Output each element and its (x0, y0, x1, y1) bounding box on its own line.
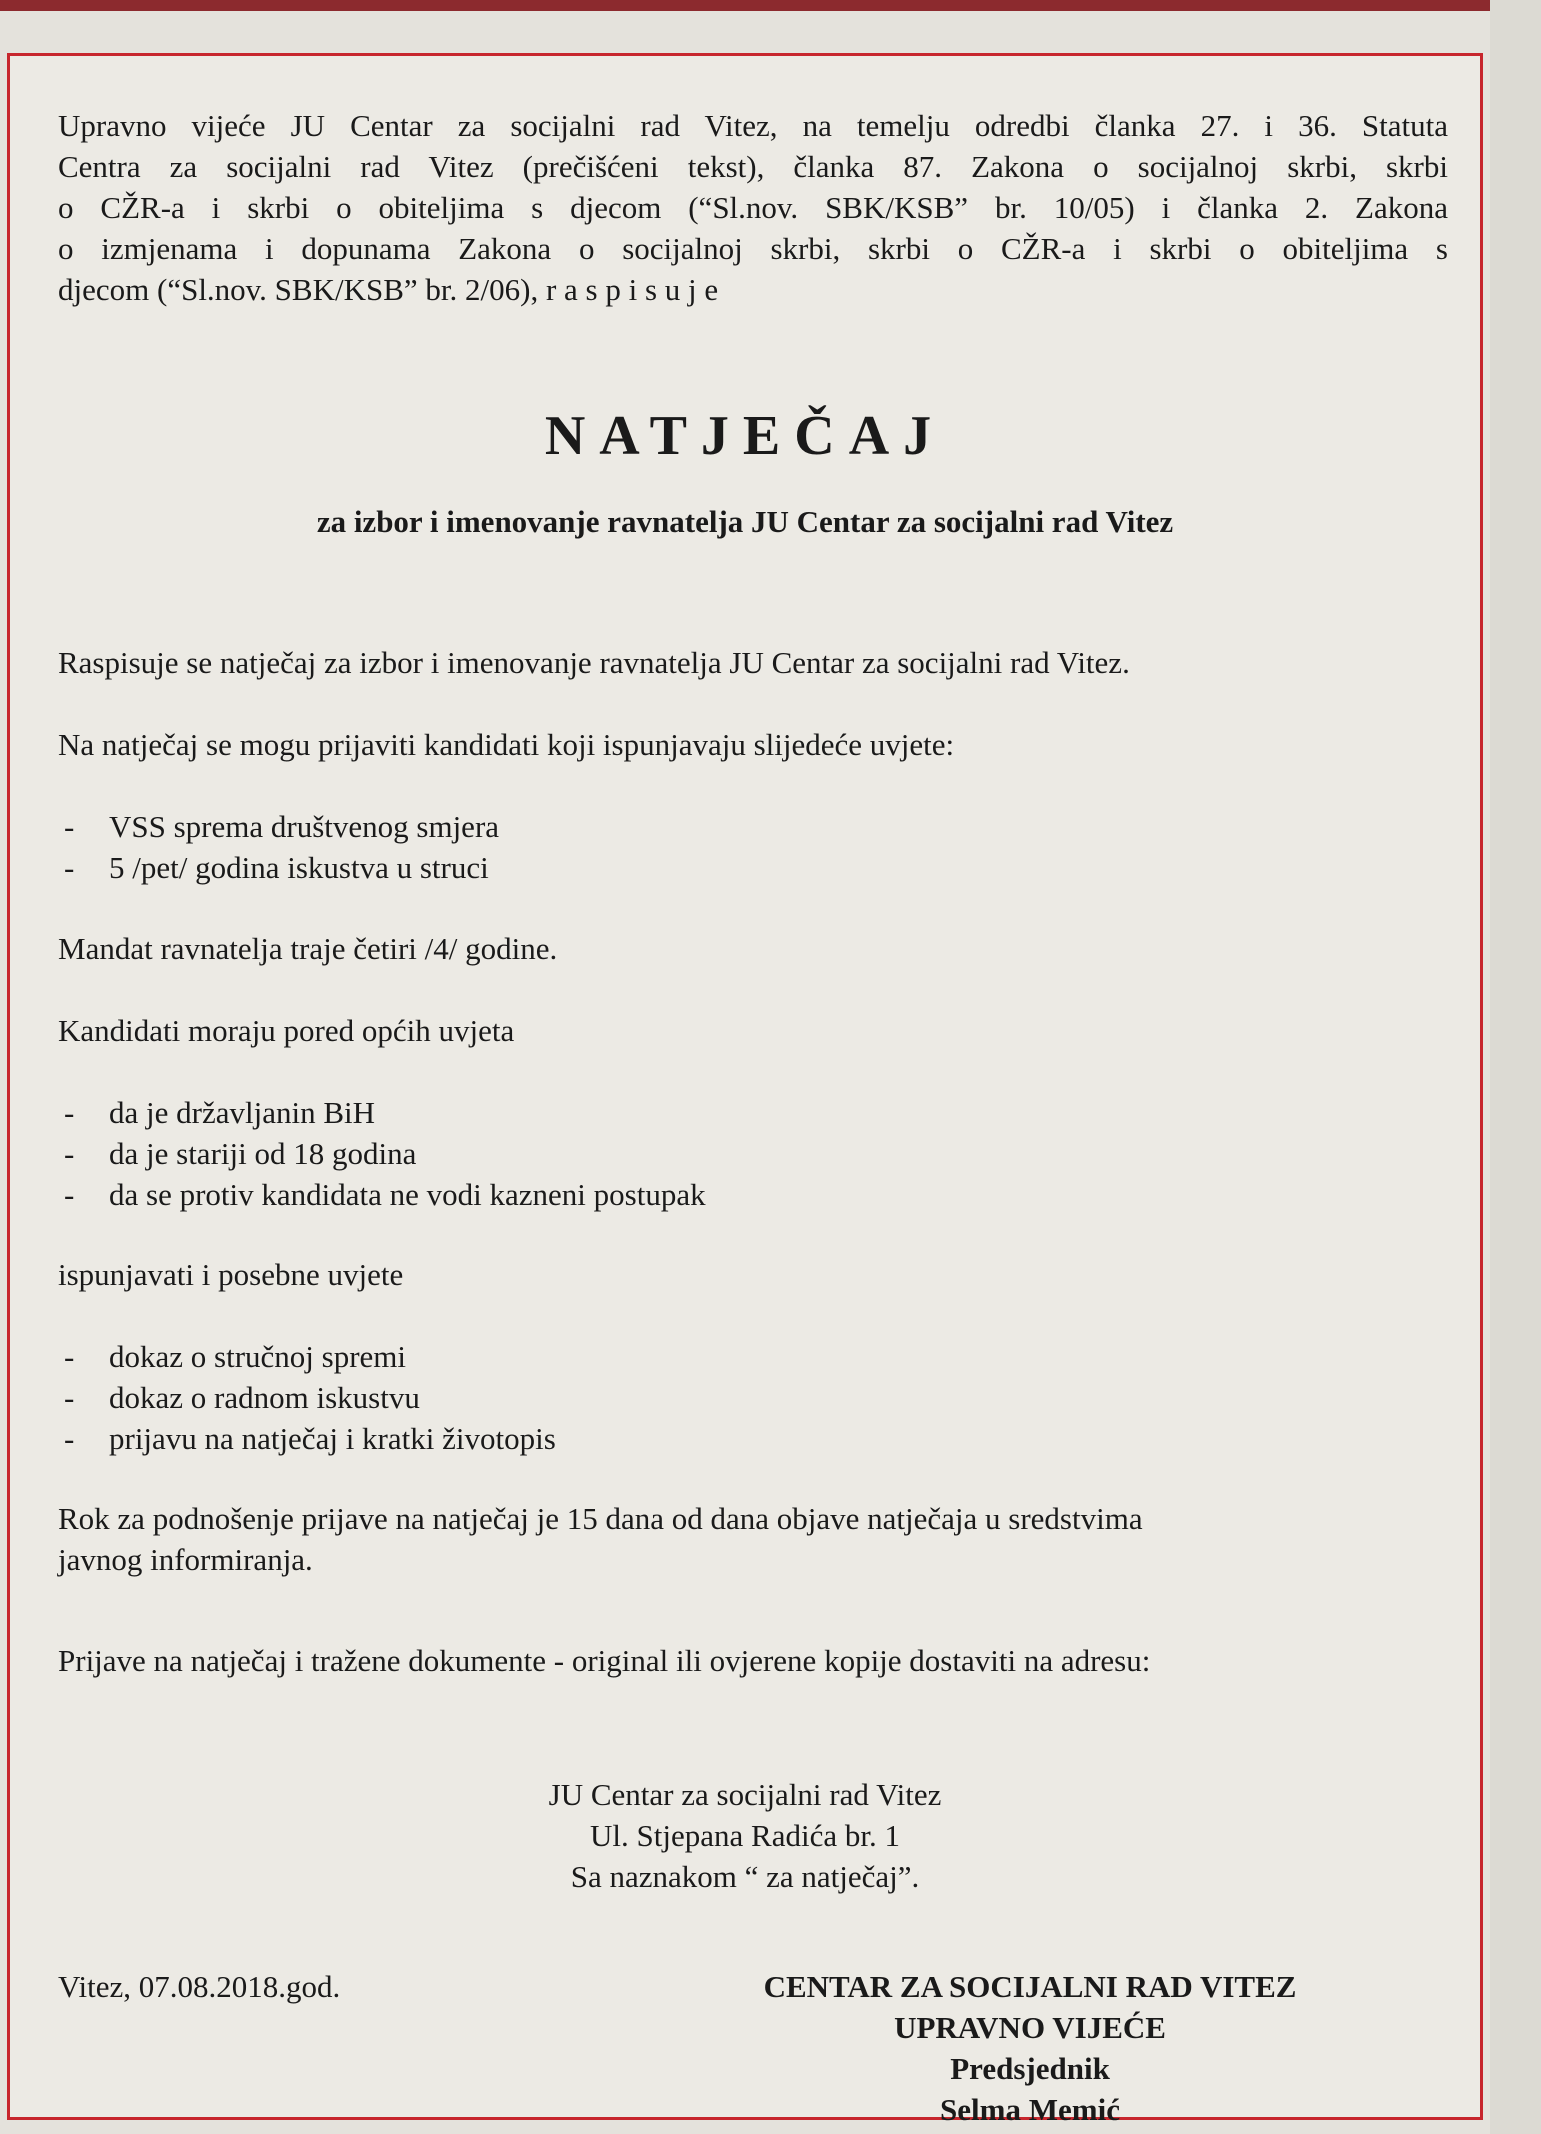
intro-line: Centra za socijalni rad Vitez (prečišćeni tekst), članka 87. Zakona o socijalnoj skrbi, skrbi (58, 149, 1448, 184)
intro-line: o CŽR-a i skrbi o obiteljima s djecom (“Sl.nov. SBK/KSB” br. 10/05) i članka 2. Zakona (58, 190, 1448, 225)
announcement-frame (7, 53, 1483, 2127)
signature-body: UPRAVNO VIJEĆE (894, 2010, 1166, 2045)
address-line: Ul. Stjepana Radića br. 1 (590, 1818, 900, 1853)
address-line: JU Centar za socijalni rad Vitez (548, 1777, 942, 1812)
conditions-intro: Na natječaj se mogu prijaviti kandidati koji ispunjavaju slijedeće uvjete: (58, 727, 955, 762)
general-conditions-list (58, 1092, 1358, 1215)
signature-org: CENTAR ZA SOCIJALNI RAD VITEZ (763, 1969, 1297, 2004)
list-item: - da je državljanin BiH (58, 1092, 1358, 1133)
intro-line: o izmjenama i dopunama Zakona o socijalnoj skrbi, skrbi o CŽR-a i skrbi o obiteljima s (58, 231, 1448, 266)
special-conditions-intro: ispunjavati i posebne uvjete (58, 1257, 404, 1292)
signature-name: Selma Memić (940, 2092, 1120, 2127)
deadline-line: Rok za podnošenje prijave na natječaj je 15 dana od dana objave natječaja u sredstvima (58, 1501, 1143, 1536)
list-item: - dokaz o radnom iskustvu (58, 1377, 1358, 1418)
document-title: NATJEČAJ (544, 405, 946, 467)
list-item: - da se protiv kandidata ne vodi kazneni postupak (58, 1174, 1358, 1215)
special-conditions-list (58, 1336, 1358, 1459)
document-subtitle: za izbor i imenovanje ravnatelja JU Centar za socijalni rad Vitez (316, 504, 1174, 539)
list-item: - 5 /pet/ godina iskustva u struci (58, 847, 1358, 888)
deadline-paragraph (58, 1498, 1448, 1580)
signature-block (680, 1966, 1380, 2130)
conditions-list (58, 806, 1358, 888)
list-item: - da je stariji od 18 godina (58, 1133, 1358, 1174)
adjacent-column-strip (1490, 0, 1541, 2134)
submission-text: Prijave na natječaj i tražene dokumente - original ili ovjerene kopije dostaviti na adresu: (58, 1643, 1151, 1678)
list-item: - VSS sprema društvenog smjera (58, 806, 1358, 847)
list-item: - dokaz o stručnoj spremi (58, 1336, 1358, 1377)
intro-line: djecom (“Sl.nov. SBK/KSB” br. 2/06), r a s p i s u j e (58, 272, 719, 307)
intro-line: Upravno vijeće JU Centar za socijalni rad Vitez, na temelju odredbi članka 27. i 36. Statuta (58, 108, 1448, 143)
list-item: - prijavu na natječaj i kratki životopis (58, 1418, 1358, 1459)
address-block (10, 1774, 1480, 1897)
document-date: Vitez, 07.08.2018.god. (58, 1969, 341, 2004)
address-line: Sa naznakom “ za natječaj”. (570, 1859, 920, 1894)
announcement-text: Raspisuje se natječaj za izbor i imenovanje ravnatelja JU Centar za socijalni rad Vitez. (58, 645, 1130, 680)
deadline-line: javnog informiranja. (58, 1542, 313, 1577)
signature-role: Predsjednik (950, 2051, 1110, 2086)
page-top-bar (0, 0, 1490, 11)
intro-paragraph (58, 105, 1448, 310)
general-conditions-intro: Kandidati moraju pored općih uvjeta (58, 1013, 515, 1048)
mandate-text: Mandat ravnatelja traje četiri /4/ godine. (58, 931, 558, 966)
